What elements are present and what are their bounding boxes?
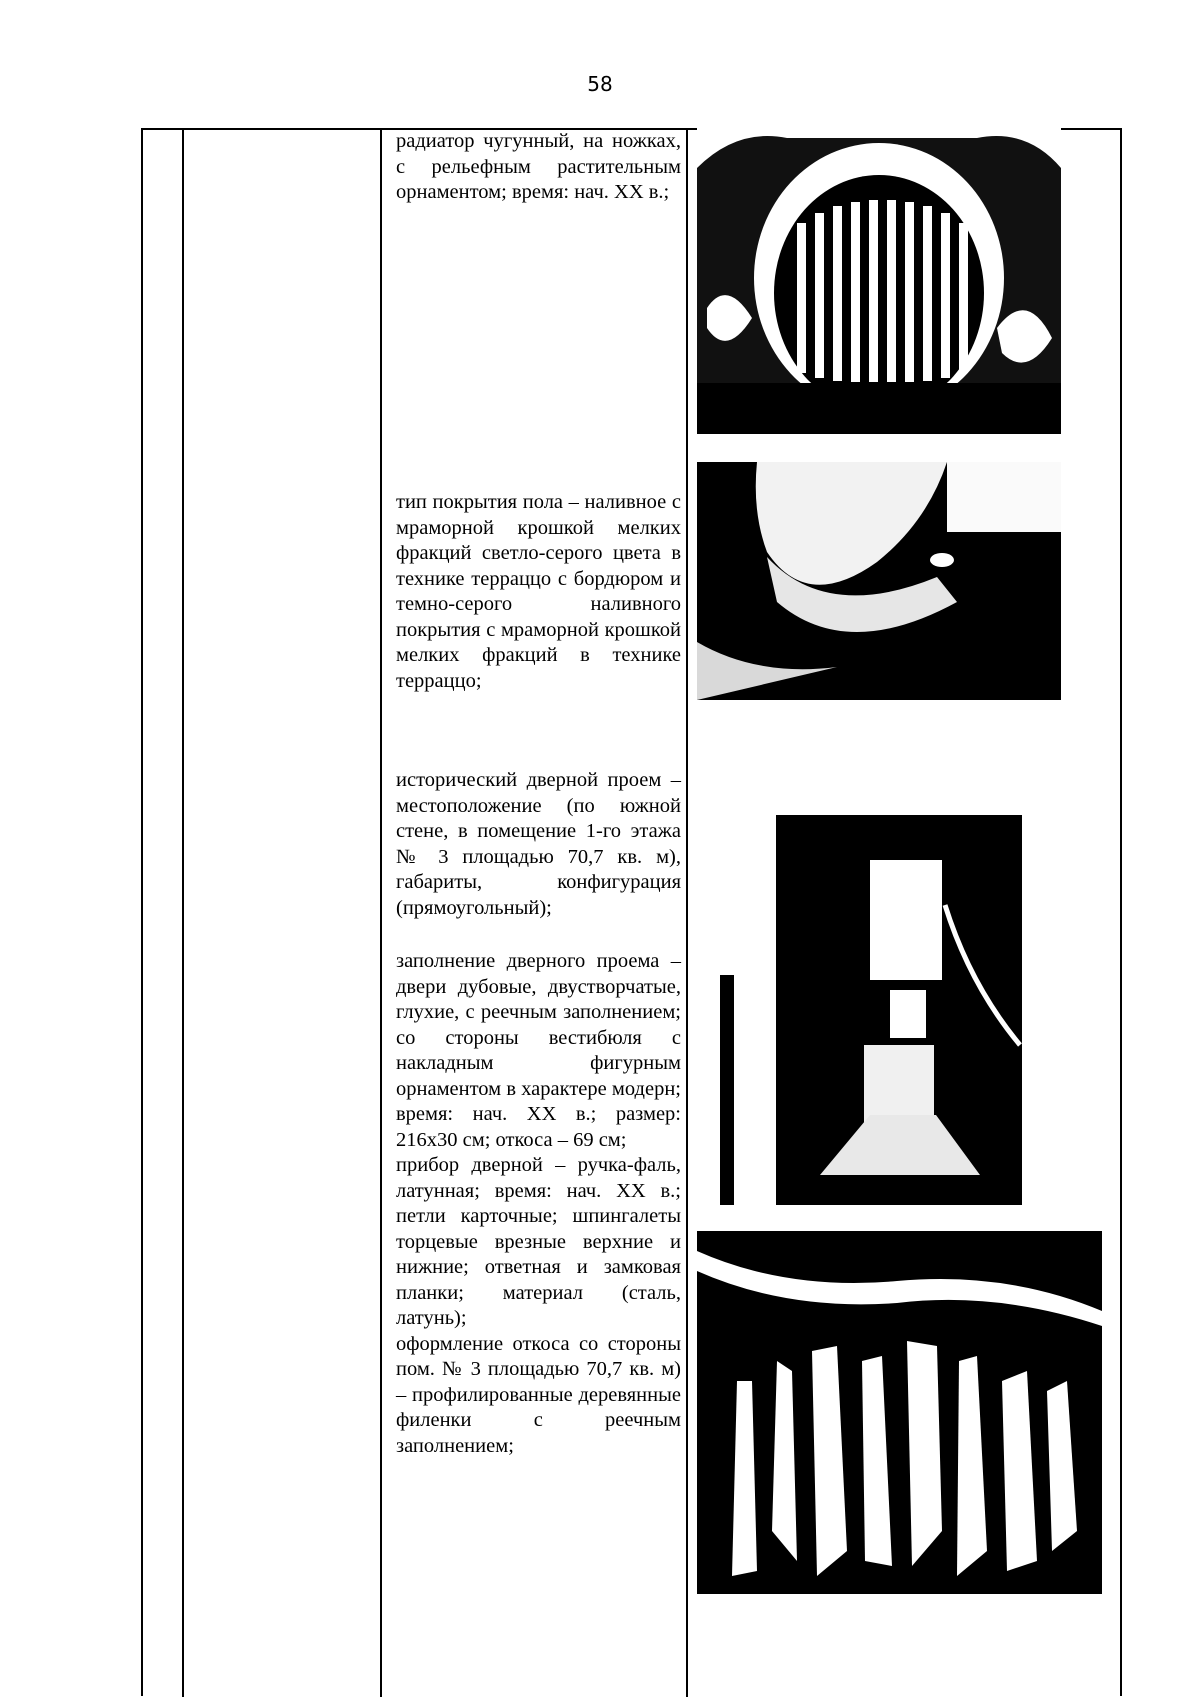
column-divider-3: [686, 128, 688, 1697]
column-divider-1: [182, 128, 184, 1697]
page-number: 58: [587, 72, 613, 96]
radiator-description: радиатор чугунный, на ножках, с рельефным растительным орнаментом; время: нач. XX в.;: [396, 130, 681, 203]
column-divider-2: [380, 128, 382, 1697]
door-fill-description: заполнение дверного проема – двери дубовые, двустворчатые, глухие, с реечным заполнением; со стороны вестибюля с накладным фигурным орнаментом в характере модерн; время: нач. XX в.; размер: 216x30 см; откоса – 69 см; прибор дверной – ручка-фаль, латунная; время: нач. XX в.; петли карточные; шпингалеты торцевые врезные верхние и нижние; ответная и замковая планки; материал (сталь, латунь); оформление откоса со стороны пом. № 3 площадью 70,7 кв. м) – профилированные деревянные филенки с реечным заполнением;: [396, 950, 681, 1457]
terrazzo-floor-photo: [697, 462, 1061, 700]
doorway-description: исторический дверной проем – местоположение (по южной стене, в помещение 1-го этажа № 3 площадью 70,7 кв. м), габариты, конфигурация (прямоугольный);: [396, 769, 681, 919]
door-panels-photo: [697, 1231, 1102, 1594]
floor-description: тип покрытия пола – наливное с мраморной крошкой мелких фракций светло-серого цвета в технике терраццо с бордюром и темно-серого наливного покрытия с мраморной крошкой мелких фракций в технике терраццо;: [396, 491, 681, 692]
doorway-photo: [720, 815, 1094, 1205]
cast-iron-radiator-photo: [697, 128, 1061, 434]
